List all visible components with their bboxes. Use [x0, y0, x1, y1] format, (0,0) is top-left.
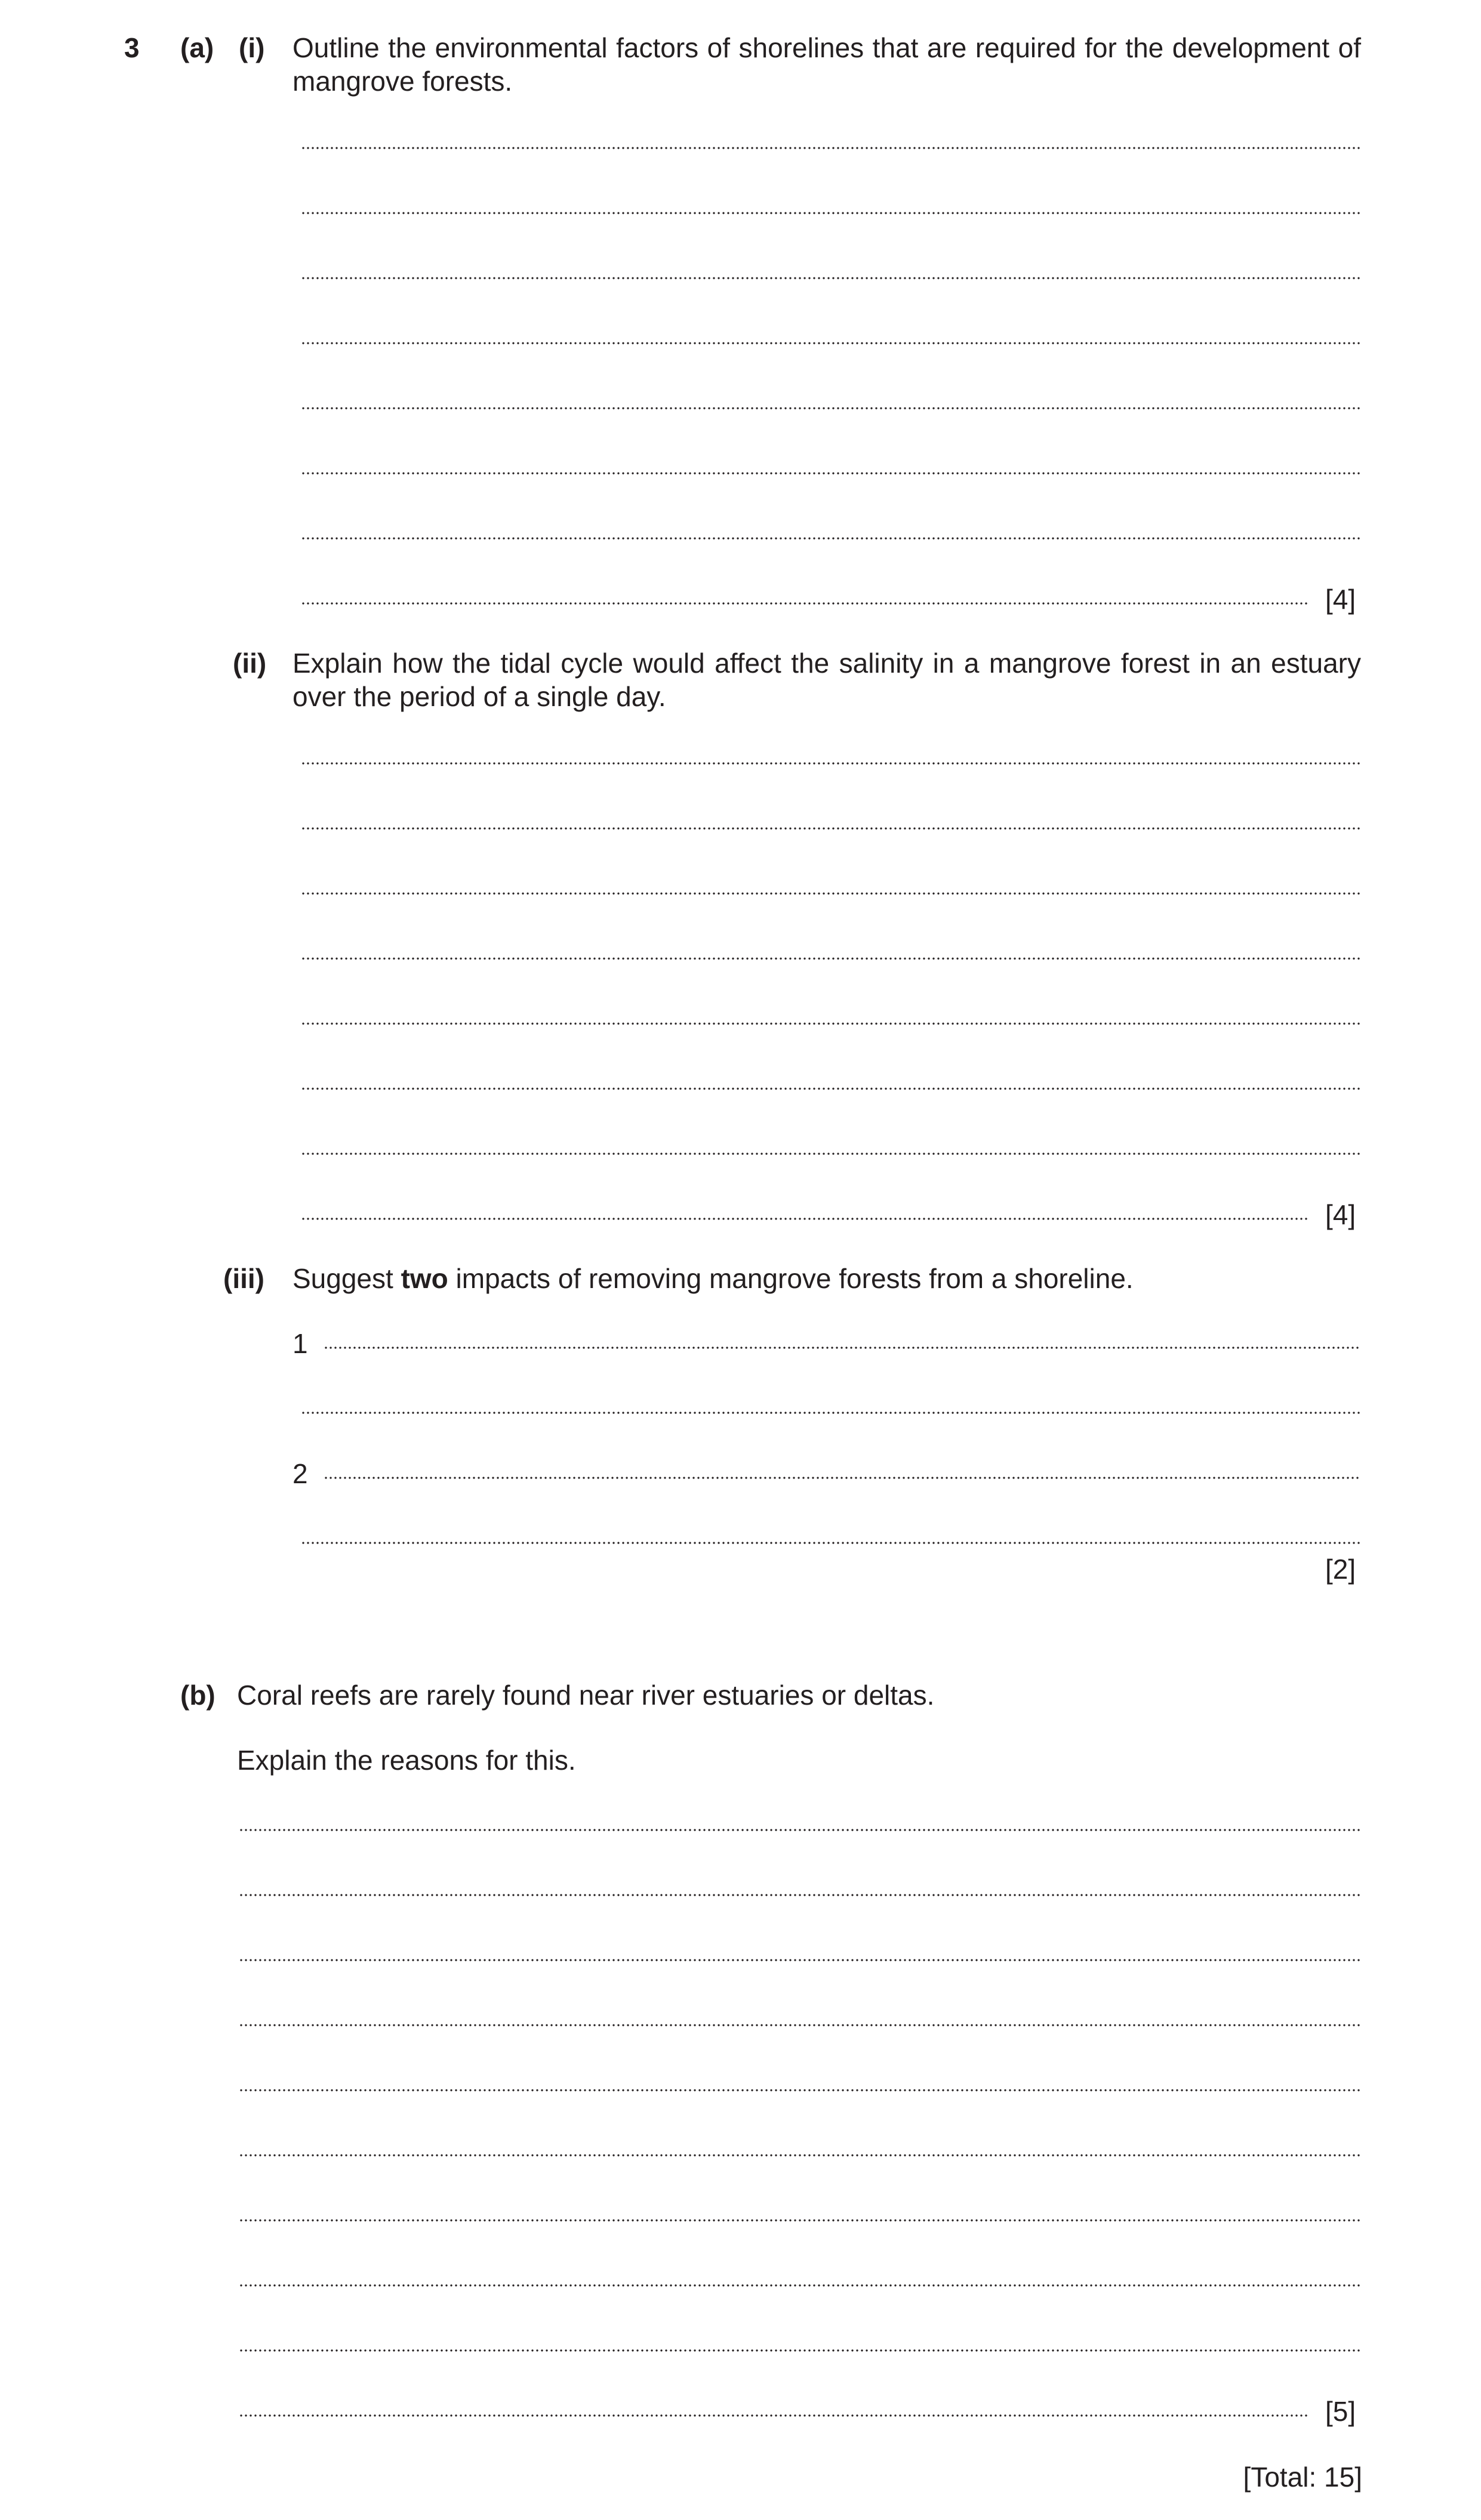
sub-ii-marks: [4] [1325, 1199, 1356, 1230]
sub-ii-text: Explain how the tidal cycle would affect the salinity in a mangrove forest in an estuary over the period of a single day. [292, 648, 1361, 712]
answer-line[interactable] [239, 2089, 1361, 2091]
answer-line[interactable] [301, 407, 1361, 409]
answer-line[interactable] [301, 212, 1361, 214]
sub-i-marks: [4] [1325, 584, 1356, 615]
answer-line[interactable] [301, 472, 1361, 475]
answer-line[interactable] [301, 827, 1361, 830]
answer-line[interactable] [301, 1218, 1308, 1220]
answer-line[interactable] [301, 1412, 1361, 1414]
answer-line[interactable] [239, 2349, 1361, 2352]
part-b-label: (b) [180, 1680, 215, 1711]
sub-ii-label: (ii) [233, 648, 267, 679]
question-number: 3 [124, 32, 140, 63]
total-marks: [Total: 15] [1243, 2462, 1362, 2493]
answer-line[interactable] [301, 762, 1361, 765]
answer-line[interactable] [239, 2154, 1361, 2157]
answer-number-2: 2 [292, 1458, 308, 1489]
sub-i-label: (i) [239, 32, 265, 63]
answer-line[interactable] [301, 537, 1361, 540]
answer-line[interactable] [301, 342, 1361, 344]
sub-i-text: Outline the environmental factors of shorelines that are required for the development of mangrove forests. [292, 32, 1361, 97]
part-a-label: (a) [180, 32, 214, 63]
part-b-instruction: Explain the reasons for this. [237, 1745, 576, 1776]
answer-line[interactable] [301, 277, 1361, 279]
answer-line[interactable] [324, 1477, 1361, 1479]
answer-line[interactable] [239, 1829, 1361, 1831]
answer-line[interactable] [301, 1153, 1361, 1155]
sub-iii-marks: [2] [1325, 1554, 1356, 1585]
emphasis-two: two [401, 1263, 448, 1294]
answer-line[interactable] [301, 602, 1308, 605]
answer-line[interactable] [301, 1088, 1361, 1090]
answer-line[interactable] [239, 2219, 1361, 2222]
sub-iii-label: (iii) [223, 1263, 264, 1294]
answer-line[interactable] [239, 2414, 1308, 2417]
part-b-marks: [5] [1325, 2396, 1356, 2427]
part-b-text: Coral reefs are rarely found near river estuaries or deltas. [237, 1680, 935, 1711]
answer-line[interactable] [301, 1022, 1361, 1025]
answer-line[interactable] [324, 1347, 1361, 1349]
answer-line[interactable] [239, 1959, 1361, 1961]
answer-line[interactable] [239, 2024, 1361, 2026]
answer-line[interactable] [301, 892, 1361, 895]
answer-line[interactable] [239, 2284, 1361, 2287]
answer-line[interactable] [301, 1542, 1361, 1544]
answer-number-1: 1 [292, 1328, 308, 1359]
answer-line[interactable] [301, 957, 1361, 960]
answer-line[interactable] [239, 1894, 1361, 1896]
sub-iii-text: Suggest two impacts of removing mangrove forests from a shoreline. [292, 1263, 1134, 1294]
answer-line[interactable] [301, 147, 1361, 149]
